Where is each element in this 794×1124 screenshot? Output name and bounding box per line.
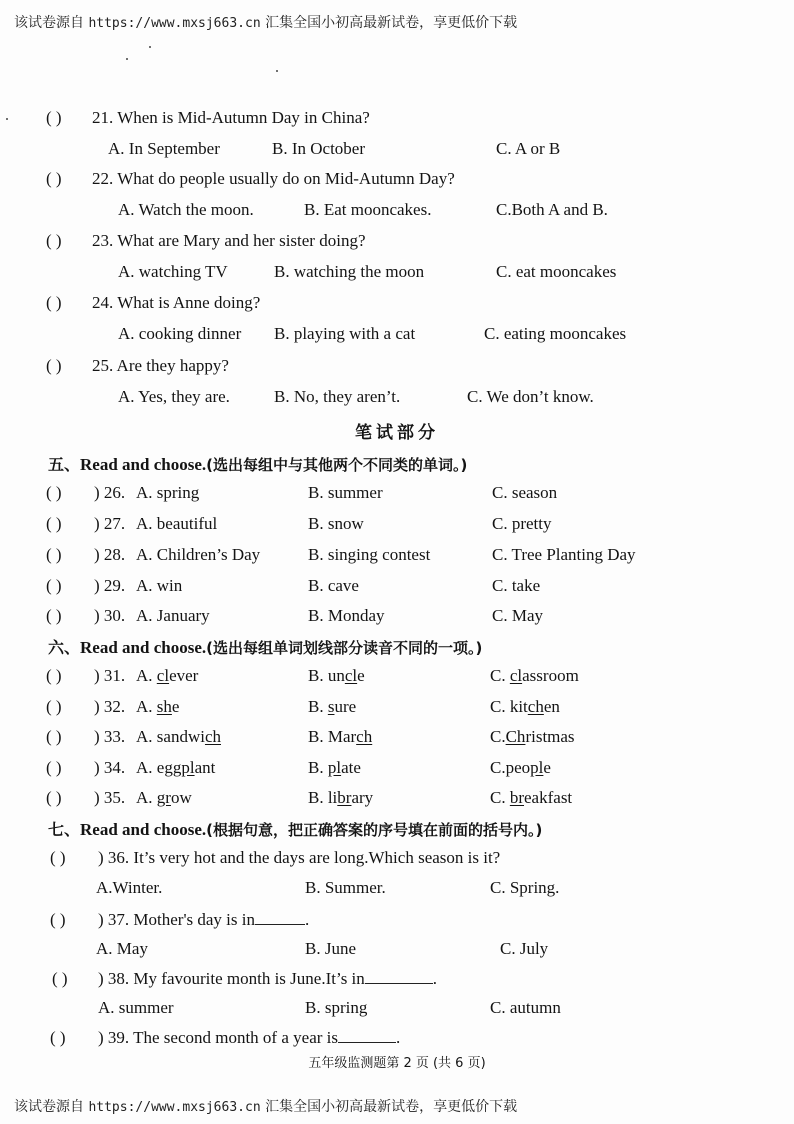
underlined-letters: ch xyxy=(527,697,544,716)
option-c: C. July xyxy=(500,939,549,958)
underlined-letters: ch xyxy=(356,727,373,746)
option-b: B. March xyxy=(308,727,373,746)
option-b: B. Monday xyxy=(308,606,385,625)
underlined-letters: pl xyxy=(181,758,195,777)
question-text: 23. What are Mary and her sister doing? xyxy=(92,231,366,250)
underlined-letters: Ch xyxy=(505,727,526,746)
option-b: B. Eat mooncakes. xyxy=(304,200,432,219)
underlined-letters: s xyxy=(327,697,335,716)
option-a: A. eggplant xyxy=(136,758,216,777)
page-footer: 五年级监测题第 2 页 (共 6 页) xyxy=(308,1056,486,1071)
watermark-top xyxy=(14,12,517,32)
option-b: B. sure xyxy=(308,697,357,716)
answer-bracket[interactable]: ( ) xyxy=(46,293,62,312)
item-number: ) 29. xyxy=(94,576,126,595)
option-b: B. playing with a cat xyxy=(274,324,416,343)
underlined-letters: gr xyxy=(156,788,171,807)
option-b: B. plate xyxy=(308,758,361,777)
item-number: ) 31. xyxy=(94,666,126,685)
underlined-letters: br xyxy=(337,788,352,807)
section-7-title: Read and choose. xyxy=(80,820,207,839)
option-a: A. Children’s Day xyxy=(136,545,261,564)
section-7-note: (根据句意，把正确答案的序号填在前面的括号内。) xyxy=(206,821,543,839)
section-5-heading xyxy=(48,452,467,475)
option-b: B. In October xyxy=(272,139,366,158)
option-b: B. summer xyxy=(308,483,383,502)
answer-bracket[interactable]: ( ) xyxy=(46,576,62,595)
answer-bracket[interactable]: ( ) xyxy=(46,788,62,807)
underlined-letters: cl xyxy=(509,666,523,685)
option-a: A. cooking dinner xyxy=(118,324,242,343)
item-number: ) 27. xyxy=(94,514,126,533)
watermark-url[interactable]: https://www.mxsj663.cn xyxy=(88,1100,261,1115)
section-6-note: (选出每组单词划线部分读音不同的一项。) xyxy=(206,639,483,657)
option-c: C. season xyxy=(492,483,558,502)
answer-bracket[interactable]: ( ) xyxy=(46,108,62,127)
option-c: C. pretty xyxy=(492,514,552,533)
option-b: B. uncle xyxy=(308,666,365,685)
answer-bracket[interactable]: ( ) xyxy=(46,356,62,375)
option-c: C.people xyxy=(490,758,551,777)
answer-bracket[interactable]: ( ) xyxy=(50,1028,66,1047)
section-6-title: Read and choose. xyxy=(80,638,207,657)
underlined-letters: br xyxy=(509,788,525,807)
question-text: 21. When is Mid-Autumn Day in China? xyxy=(92,108,370,127)
section-6-number: 六、 xyxy=(48,638,81,657)
question-text: 25. Are they happy? xyxy=(92,356,229,375)
option-b: B. library xyxy=(308,788,374,807)
option-a: A. May xyxy=(96,939,148,958)
answer-bracket[interactable]: ( ) xyxy=(46,514,62,533)
question-text: 24. What is Anne doing? xyxy=(92,293,261,312)
written-section-title: 笔试部分 xyxy=(355,423,439,443)
underlined-letters: pl xyxy=(327,758,342,777)
watermark-prefix: 该试卷源自 xyxy=(14,15,84,31)
answer-bracket[interactable]: ( ) xyxy=(46,606,62,625)
answer-blank[interactable] xyxy=(255,910,305,925)
item-number: ) 28. xyxy=(94,545,126,564)
option-c: C. take xyxy=(492,576,541,595)
item-number: ) 30. xyxy=(94,606,126,625)
item-number: ) 34. xyxy=(94,758,126,777)
option-c: C. Tree Planting Day xyxy=(492,545,636,564)
item-number: ) 32. xyxy=(94,697,126,716)
question-text: 22. What do people usually do on Mid-Autumn Day? xyxy=(92,169,455,188)
answer-bracket[interactable]: ( ) xyxy=(46,483,62,502)
option-c: C.Christmas xyxy=(490,727,575,746)
option-b: B. No, they aren’t. xyxy=(274,387,401,406)
option-c: C. A or B xyxy=(496,139,561,158)
scan-speck xyxy=(126,58,128,60)
option-a: A. beautiful xyxy=(136,514,218,533)
option-a: A. summer xyxy=(98,998,174,1017)
answer-blank[interactable] xyxy=(338,1028,396,1043)
section-5-note: (选出每组中与其他两个不同类的单词。) xyxy=(206,456,468,474)
option-c: C. eat mooncakes xyxy=(496,262,617,281)
watermark-prefix: 该试卷源自 xyxy=(14,1099,84,1115)
option-c: C. May xyxy=(492,606,543,625)
item-number: ) 35. xyxy=(94,788,126,807)
underlined-letters: sh xyxy=(156,697,172,716)
option-a: A. January xyxy=(136,606,210,625)
section-6-heading xyxy=(48,635,482,658)
option-c: C. Spring. xyxy=(490,878,560,897)
option-c: C.Both A and B. xyxy=(496,200,608,219)
option-b: B. singing contest xyxy=(308,545,431,564)
underlined-letters: cl xyxy=(156,666,170,685)
option-a: A.Winter. xyxy=(96,878,163,897)
answer-bracket[interactable]: ( ) xyxy=(50,910,66,929)
item-number: ) 33. xyxy=(94,727,126,746)
option-a: A. she xyxy=(136,697,180,716)
option-b: B. watching the moon xyxy=(274,262,425,281)
answer-bracket[interactable]: ( ) xyxy=(50,848,66,867)
question-text: ) 38. My favourite month is June.It’s in . xyxy=(98,969,438,988)
option-a: A. In September xyxy=(108,139,220,158)
answer-bracket[interactable]: ( ) xyxy=(46,727,62,746)
answer-bracket[interactable]: ( ) xyxy=(46,697,62,716)
item-number: ) 26. xyxy=(94,483,126,502)
option-c: C. kitchen xyxy=(490,697,560,716)
watermark-bottom xyxy=(14,1096,517,1116)
answer-bracket[interactable]: ( ) xyxy=(46,169,62,188)
question-text: ) 36. It’s very hot and the days are long.Which season is it? xyxy=(98,848,501,867)
answer-bracket[interactable]: ( ) xyxy=(46,758,62,777)
option-c: C. breakfast xyxy=(490,788,573,807)
option-c: C. classroom xyxy=(490,666,579,685)
option-c: C. eating mooncakes xyxy=(484,324,627,343)
watermark-suffix: 汇集全国小初高最新试卷，享更低价下载 xyxy=(265,1099,518,1115)
option-b: B. snow xyxy=(308,514,364,533)
option-a: A. Yes, they are. xyxy=(118,387,230,406)
option-b: B. June xyxy=(305,939,356,958)
question-text: ) 39. The second month of a year is . xyxy=(98,1028,401,1047)
scan-speck xyxy=(276,70,278,72)
option-b: B. cave xyxy=(308,576,359,595)
answer-bracket[interactable]: ( ) xyxy=(46,666,62,685)
option-a: A. grow xyxy=(136,788,192,807)
scan-speck xyxy=(6,118,8,120)
option-b: B. Summer. xyxy=(305,878,386,897)
option-c: C. autumn xyxy=(490,998,561,1017)
option-a: A. Watch the moon. xyxy=(118,200,254,219)
underlined-letters: ch xyxy=(204,727,221,746)
option-a: A. spring xyxy=(136,483,200,502)
option-a: A. win xyxy=(136,576,183,595)
option-a: A. watching TV xyxy=(118,262,228,281)
section-7-number: 七、 xyxy=(48,820,81,839)
scan-speck xyxy=(149,46,151,48)
section-5-number: 五、 xyxy=(48,455,81,474)
watermark-suffix: 汇集全国小初高最新试卷，享更低价下载 xyxy=(265,15,518,31)
section-5-title: Read and choose. xyxy=(80,455,207,474)
option-c: C. We don’t know. xyxy=(467,387,594,406)
underlined-letters: cl xyxy=(344,666,358,685)
answer-bracket[interactable]: ( ) xyxy=(52,969,68,988)
option-a: A. sandwich xyxy=(136,727,221,746)
answer-blank[interactable] xyxy=(365,969,433,984)
answer-bracket[interactable]: ( ) xyxy=(46,231,62,250)
answer-bracket[interactable]: ( ) xyxy=(46,545,62,564)
option-a: A. clever xyxy=(136,666,199,685)
option-b: B. spring xyxy=(305,998,368,1017)
question-text: ) 37. Mother's day is in . xyxy=(98,910,310,929)
section-7-heading xyxy=(48,817,542,840)
underlined-letters: pl xyxy=(530,758,544,777)
watermark-url[interactable]: https://www.mxsj663.cn xyxy=(88,16,261,31)
